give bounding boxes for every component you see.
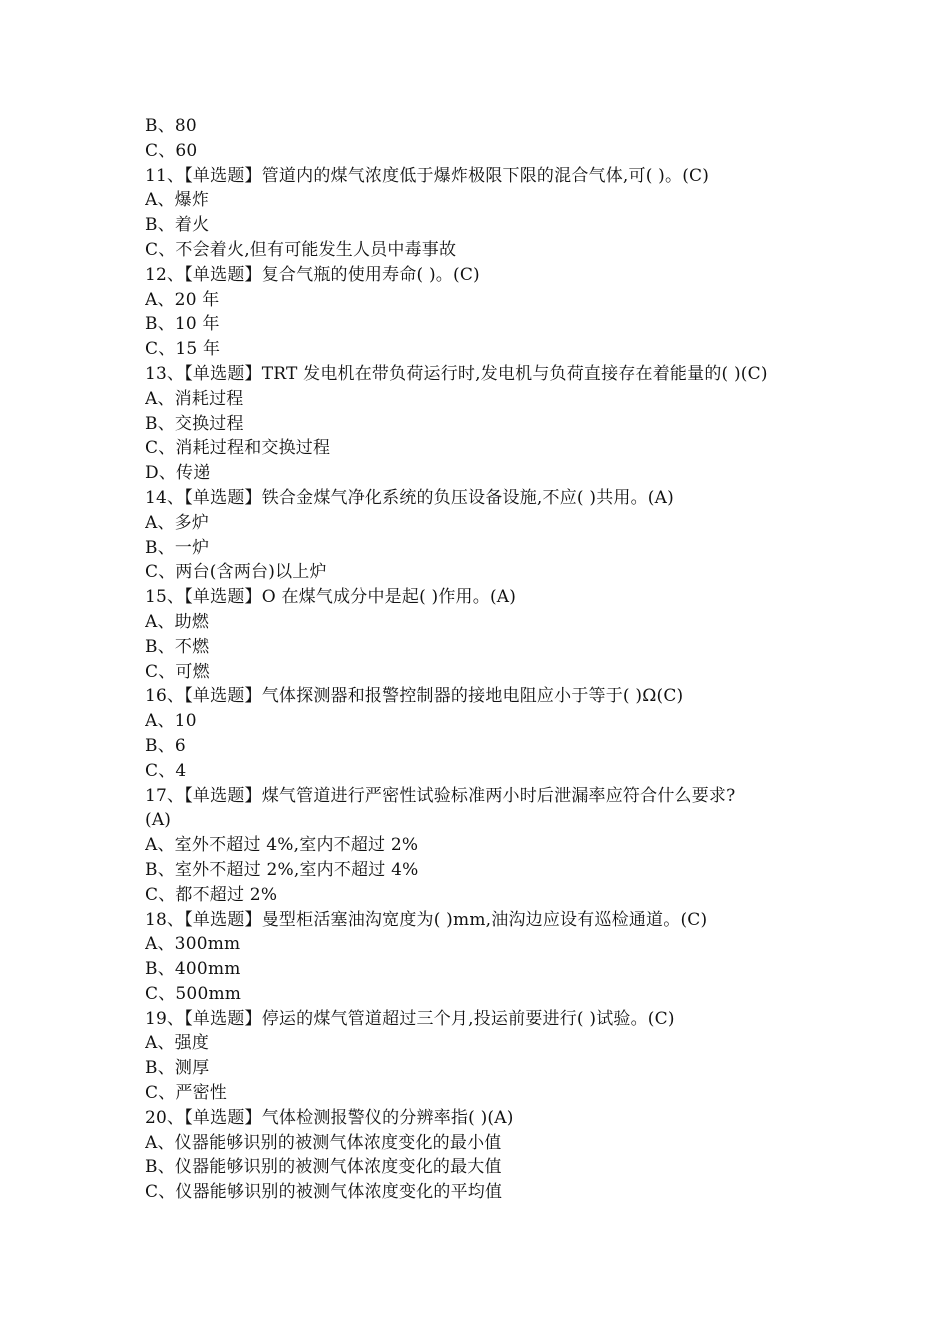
option-line: B、6 xyxy=(145,735,186,756)
option-line: A、强度 xyxy=(145,1033,210,1054)
option-line: A、仪器能够识别的被测气体浓度变化的最小值 xyxy=(145,1132,502,1153)
option-line: B、400mm xyxy=(145,959,241,980)
option-line: B、室外不超过 2%,室内不超过 4% xyxy=(145,859,419,880)
question-list xyxy=(145,114,825,1205)
question-16: 16、【单选题】气体探测器和报警控制器的接地电阻应小于等于( )Ω(C) xyxy=(145,686,684,707)
question-11: 11、【单选题】管道内的煤气浓度低于爆炸极限下限的混合气体,可( )。(C) xyxy=(145,165,710,186)
option-line: C、15 年 xyxy=(145,339,221,360)
option-line: A、助燃 xyxy=(145,611,210,632)
option-line: B、不燃 xyxy=(145,636,210,657)
option-line: B、着火 xyxy=(145,215,210,236)
option-line: C、60 xyxy=(145,140,198,161)
option-line: A、多炉 xyxy=(145,512,210,533)
option-line: C、500mm xyxy=(145,983,242,1004)
question-14: 14、【单选题】铁合金煤气净化系统的负压设备设施,不应( )共用。(A) xyxy=(145,487,674,508)
question-12: 12、【单选题】复合气瓶的使用寿命( )。(C) xyxy=(145,264,480,285)
option-line: A、消耗过程 xyxy=(145,388,244,409)
option-line: B、仪器能够识别的被测气体浓度变化的最大值 xyxy=(145,1157,502,1178)
question-17-answer: (A) xyxy=(145,810,172,831)
option-line: A、10 xyxy=(145,711,197,732)
option-line: A、室外不超过 4%,室内不超过 2% xyxy=(145,835,419,856)
question-20: 20、【单选题】气体检测报警仪的分辨率指( )(A) xyxy=(145,1107,514,1128)
option-line: C、都不超过 2% xyxy=(145,884,278,905)
option-line: B、测厚 xyxy=(145,1058,210,1079)
option-line: C、仪器能够识别的被测气体浓度变化的平均值 xyxy=(145,1182,503,1203)
option-line: C、不会着火,但有可能发生人员中毒事故 xyxy=(145,239,457,260)
question-15: 15、【单选题】O 在煤气成分中是起( )作用。(A) xyxy=(145,587,517,608)
option-line: B、交换过程 xyxy=(145,413,244,434)
option-line: B、一炉 xyxy=(145,537,210,558)
question-13: 13、【单选题】TRT 发电机在带负荷运行时,发电机与负荷直接存在着能量的( )(C) xyxy=(145,363,768,384)
option-line: C、两台(含两台)以上炉 xyxy=(145,562,327,583)
option-line: C、严密性 xyxy=(145,1083,228,1104)
option-line: B、80 xyxy=(145,116,197,136)
option-line: D、传递 xyxy=(145,463,211,484)
option-line: A、20 年 xyxy=(145,289,220,310)
option-line: B、10 年 xyxy=(145,314,220,335)
question-17: 17、【单选题】煤气管道进行严密性试验标准两小时后泄漏率应符合什么要求? xyxy=(145,785,736,806)
option-line: A、爆炸 xyxy=(145,190,210,211)
option-line: C、消耗过程和交换过程 xyxy=(145,438,331,459)
option-line: C、可燃 xyxy=(145,661,210,682)
question-18: 18、【单选题】曼型柜活塞油沟宽度为( )mm,油沟边应设有巡检通道。(C) xyxy=(145,909,708,930)
option-line: A、300mm xyxy=(145,934,241,955)
question-19: 19、【单选题】停运的煤气管道超过三个月,投运前要进行( )试验。(C) xyxy=(145,1008,675,1029)
option-line: C、4 xyxy=(145,760,187,781)
